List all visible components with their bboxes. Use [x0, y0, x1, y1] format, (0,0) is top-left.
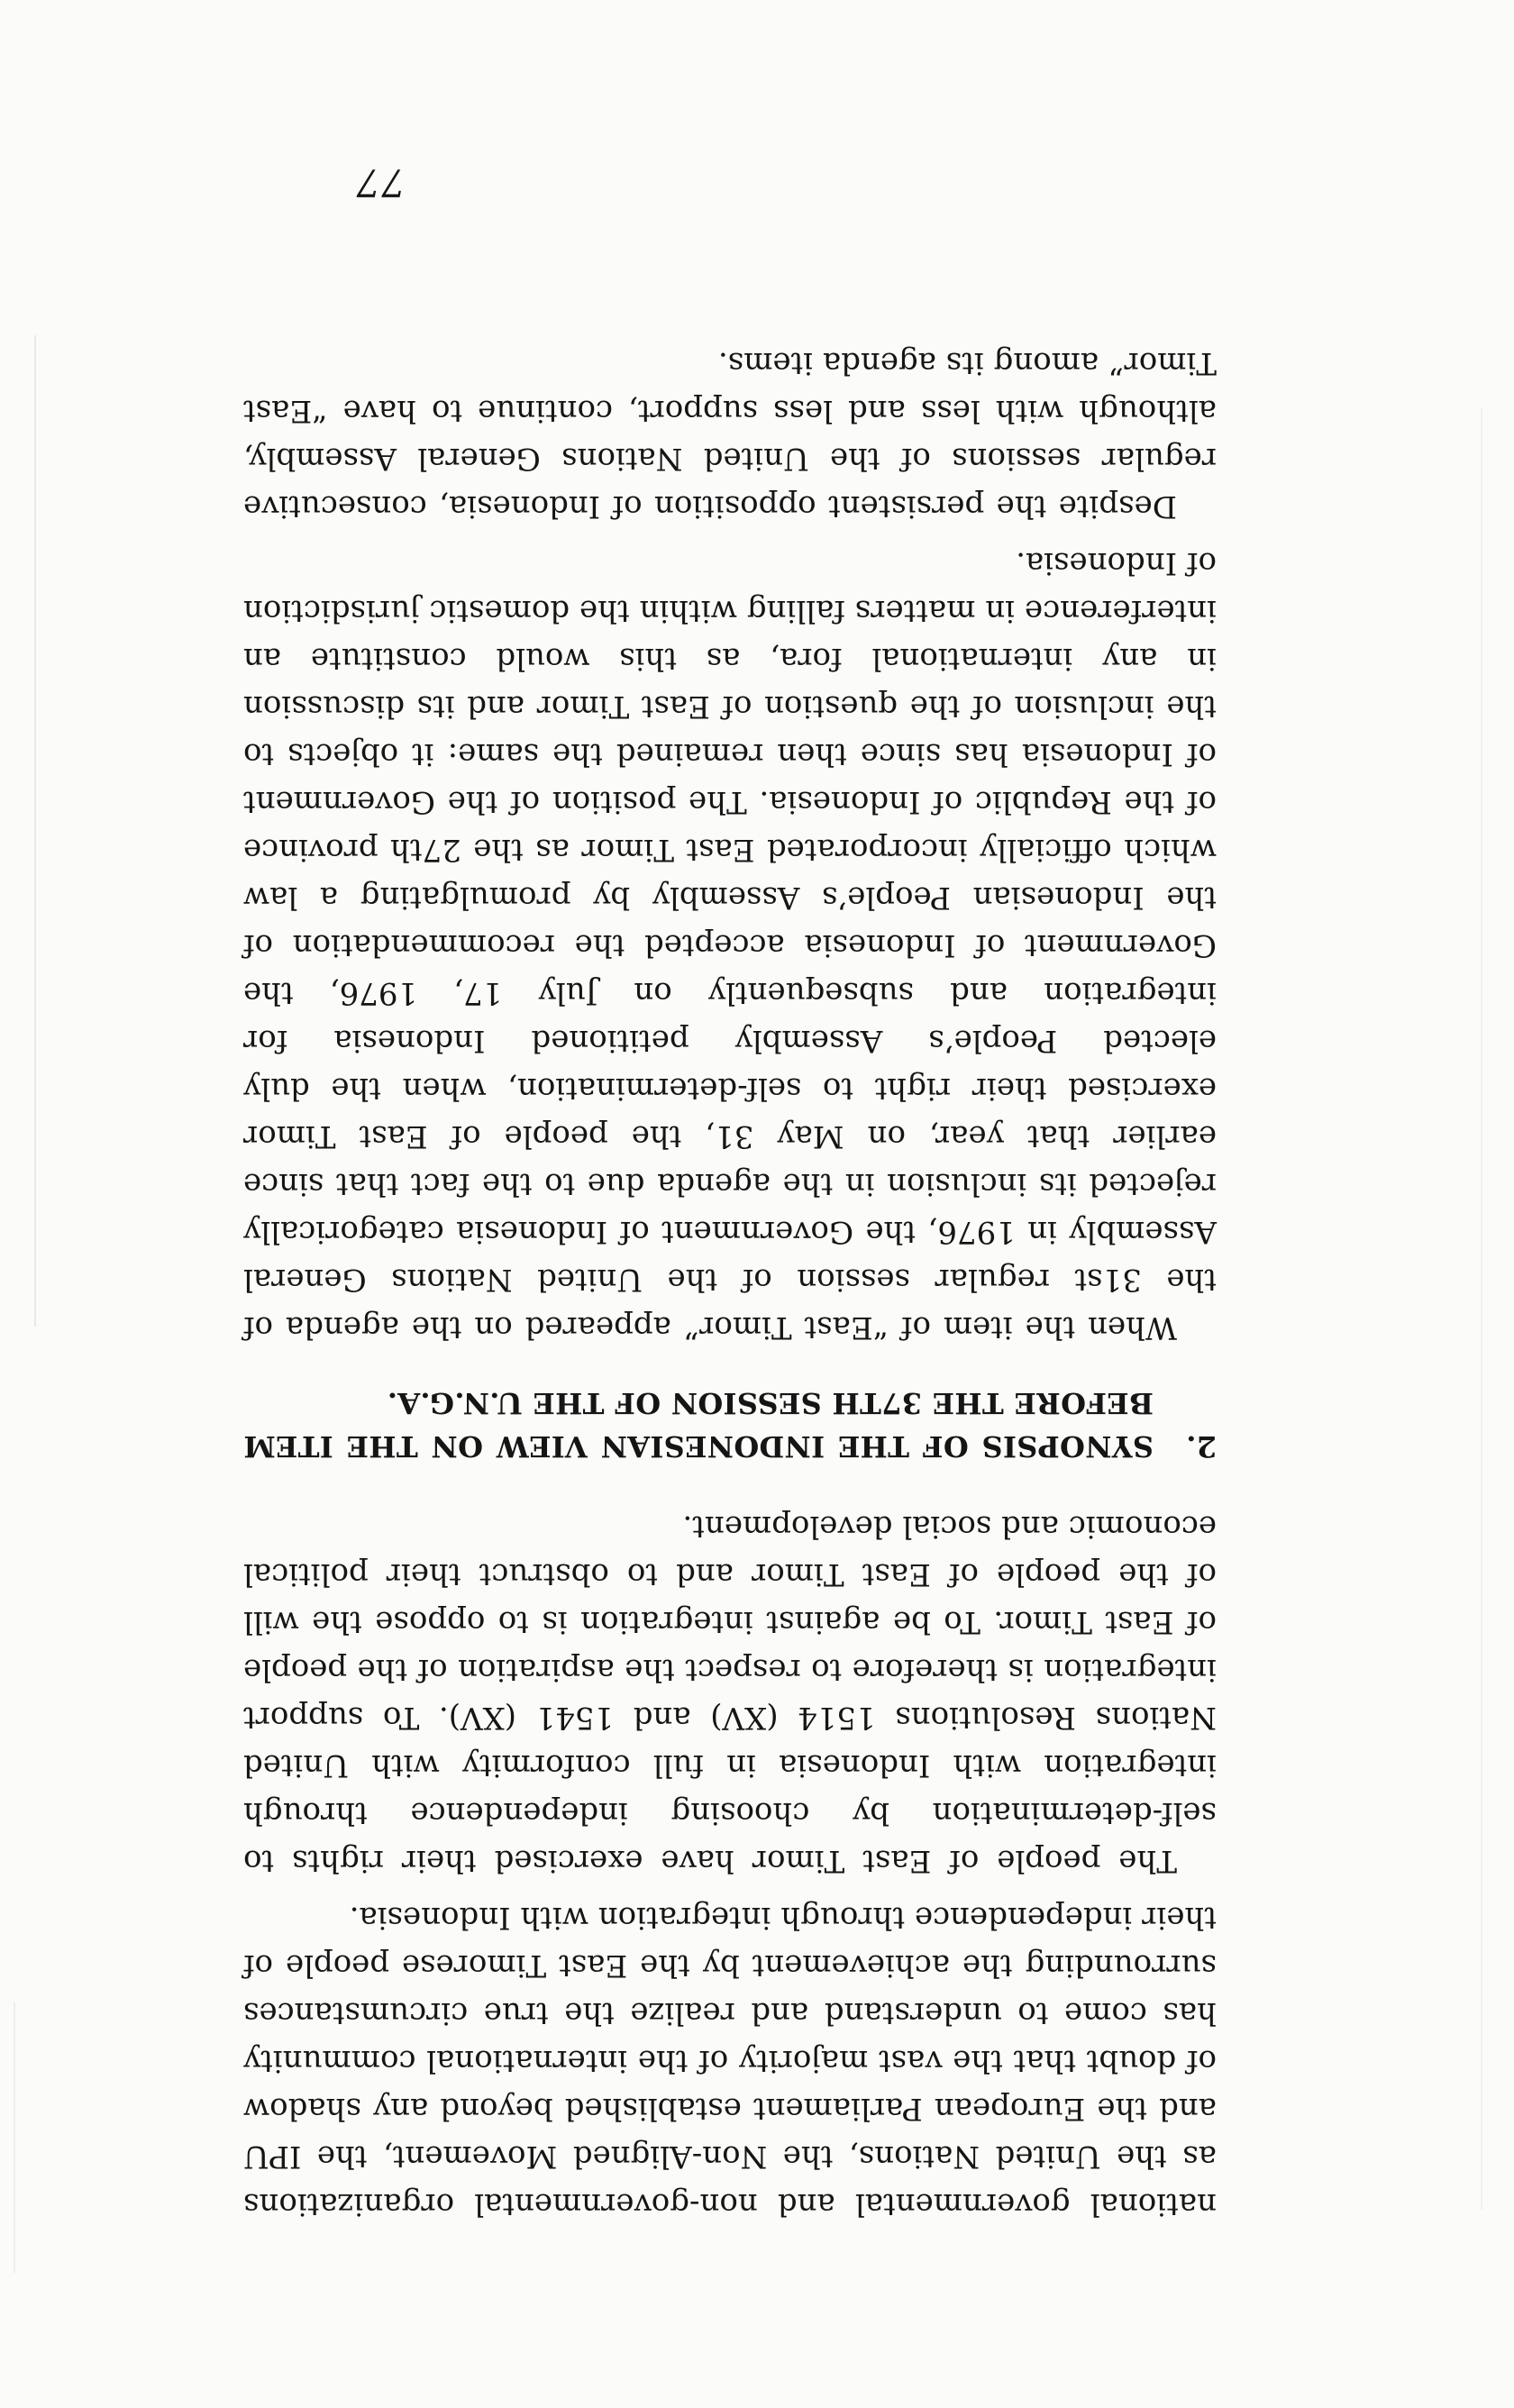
- section-number: 2.: [1185, 1429, 1217, 1464]
- paragraph-continued: national governmental and non-governmental organizations as the United Nations, the Non-Aligned Movement, the IPU and the European Parliament established beyond any shadow of doubt that the vast majority of the international community has come to understand and realize the true circumstances surrounding the achievement by the East Timorese people of their independence through integration with Indonesia.: [243, 1900, 1217, 2222]
- scan-shadow: [1481, 407, 1482, 2210]
- paragraph-persistent-opposition: Despite the persistent opposition of Indonesia, consecutive regular sessions of the United Nations General Assembly, although with less and less support, continue to have “East Timor” among its agenda items.: [243, 345, 1217, 524]
- paragraph-self-determination: The people of East Timor have exercised their rights to self-determination by choosing independence through integration with Indonesia in full conformity with United Nations Resolutions 1514 (XV) and 1541 (XV). To support integration is therefore to respect the aspiration of the people of East Timor. To be against integration is to oppose the will of the people of East Timor and to obstruct their political economic and social development.: [243, 1509, 1217, 1879]
- paragraph-agenda-history: When the item of “East Timor” appeared on the agenda of the 31st regular session of the United Nations General Assembly in 1976, the Government of Indonesia categorically rejected its inclusion in the agenda due to the fact that since earlier that year, on May 31, the people of East Timor exercised their right to self-determination, when the duly elected People’s Assembly petitioned Indonesia for integration and subsequently on July 17, 1976, the Government of Indonesia accepted the recommendation of the Indonesian People’s Assembly by promulgating a law which officially incorporated East Timor as the 27th province of the Republic of Indonesia. The position of the Government of Indonesia has since then remained the same: it objects to the inclusion of the question of East Timor and its discussion in any international fora, as this would constitute an interference in matters falling within the domestic jurisdiction of Indonesia.: [243, 545, 1217, 1345]
- section-heading: [243, 1382, 1217, 1468]
- scan-shadow: [14, 2002, 15, 2273]
- page-number: 77: [355, 160, 406, 205]
- text-body: [243, 339, 1217, 2228]
- section-title-line-2: BEFORE THE 37TH SESSION OF THE U.N.G.A.: [387, 1386, 1154, 1420]
- section-title-line-1: SYNOPSIS OF THE INDONESIAN VIEW ON THE ITEM: [243, 1429, 1154, 1464]
- scan-shadow: [34, 335, 36, 1327]
